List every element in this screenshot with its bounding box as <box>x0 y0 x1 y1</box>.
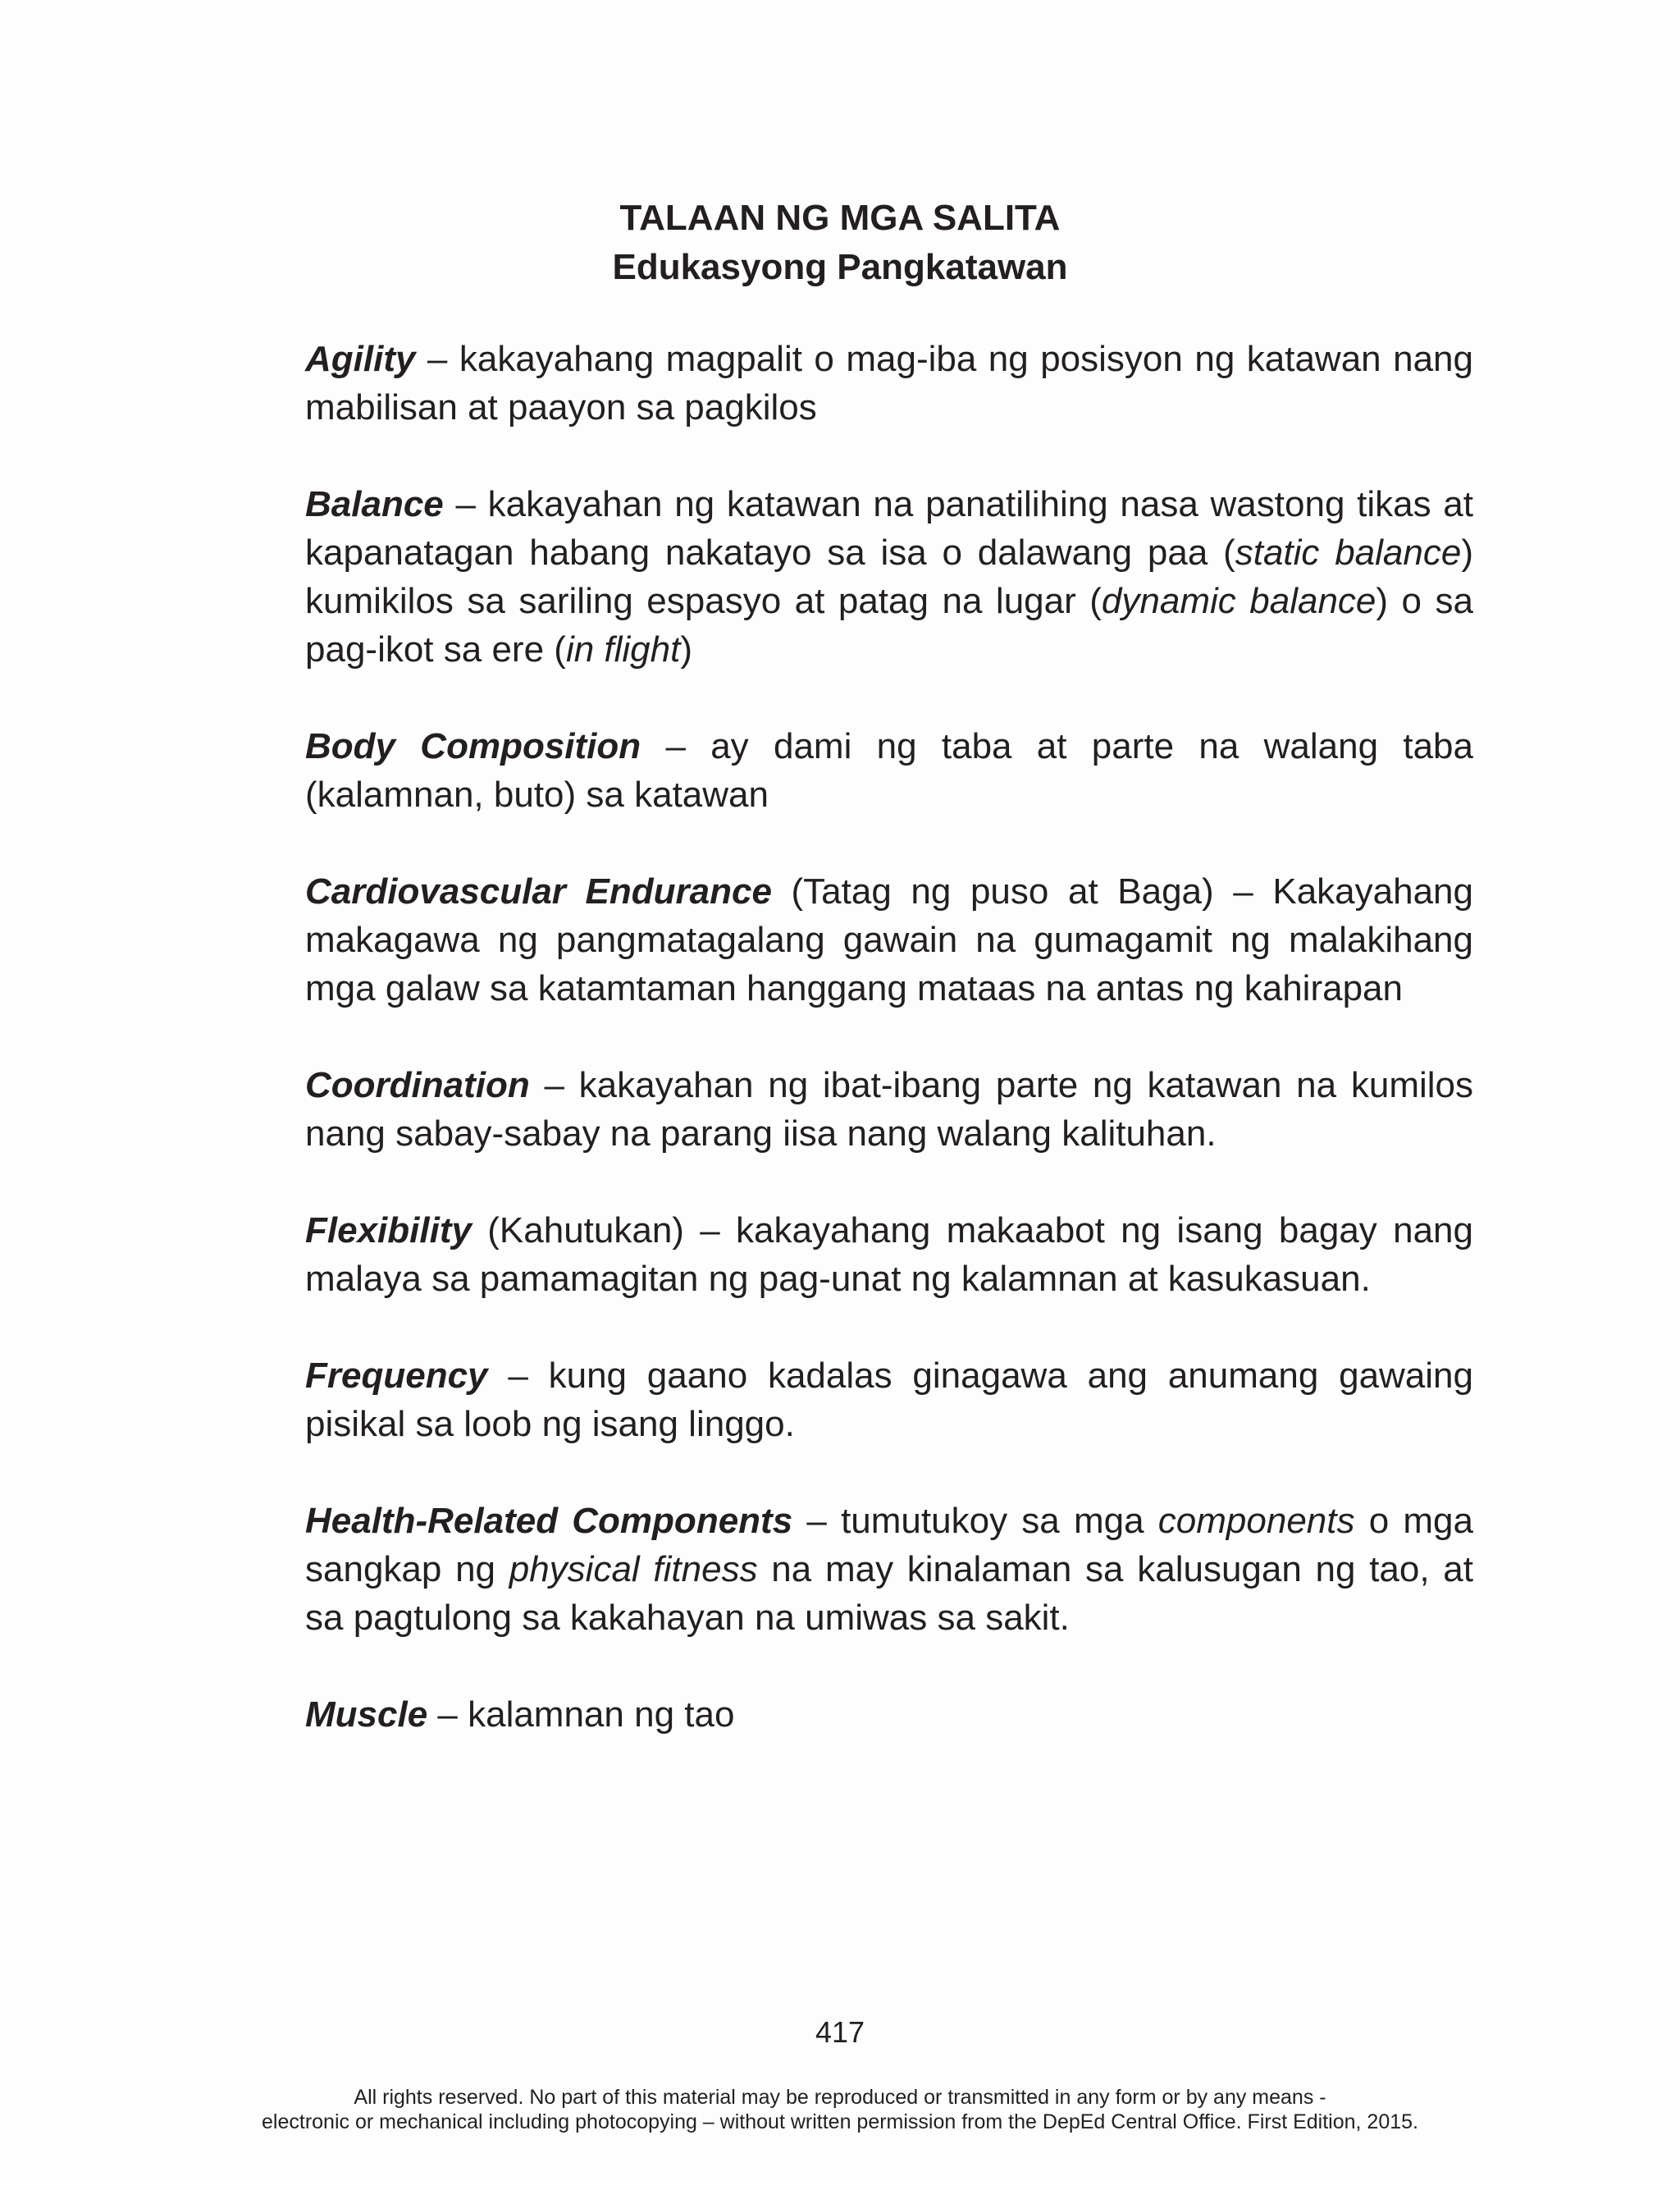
glossary-term: Agility <box>305 339 416 379</box>
definition-text: – kakayahang magpalit o mag-iba ng posisyon ng katawan nang mabilisan at paayon sa pagkilos <box>305 339 1473 427</box>
glossary-term: Coordination <box>305 1065 530 1105</box>
definition-text: ) o sa pag-ikot sa ere ( <box>305 581 1474 670</box>
page-subtitle: Edukasyong Pangkatawan <box>612 247 1068 287</box>
glossary-term: Muscle <box>305 1694 428 1735</box>
glossary-entry <box>305 722 1473 819</box>
glossary-entry <box>305 1497 1473 1642</box>
definition-italic-text: physical fitness <box>509 1549 758 1589</box>
definition-text: – kung gaano kadalas ginagawa ang anumang gawaing pisikal sa loob ng isang linggo. <box>305 1356 1473 1444</box>
glossary-entry <box>305 335 1473 432</box>
glossary-entry <box>305 1690 1473 1739</box>
definition-text: ) <box>680 629 693 670</box>
definition-text: o mga sangkap ng <box>305 1501 1474 1589</box>
definition-italic-text: components <box>1157 1501 1355 1541</box>
page-header <box>0 194 1680 292</box>
glossary-term: Health-Related Components <box>305 1501 793 1541</box>
definition-text: – ay dami ng taba at parte na walang taba (kalamnan, buto) sa katawan <box>305 726 1473 815</box>
copyright-footer <box>0 2085 1680 2134</box>
glossary-entry <box>305 867 1473 1013</box>
definition-text: – kalamnan ng tao <box>427 1694 735 1735</box>
definition-text: – kakayahan ng ibat-ibang parte ng katawan na kumilos nang sabay-sabay na parang iisa nang walang kalituhan. <box>305 1065 1473 1154</box>
glossary-entry <box>305 480 1473 674</box>
page-number: 417 <box>815 2015 865 2049</box>
glossary-term: Body Composition <box>305 726 641 766</box>
definition-italic-text: dynamic balance <box>1101 581 1376 621</box>
definition-text: – tumutukoy sa mga <box>792 1501 1158 1541</box>
glossary-entry <box>305 1351 1473 1448</box>
definition-italic-text: static balance <box>1235 533 1462 573</box>
copyright-line: All rights reserved. No part of this material may be reproduced or transmitted in any form or by any means - <box>354 2086 1326 2109</box>
definition-text: – kakayahan ng katawan na panatilihing nasa wastong tikas at kapanatagan habang nakatayo sa isa o dalawang paa ( <box>305 484 1473 573</box>
copyright-line: electronic or mechanical including photocopying – without written permission from the DepEd Central Office. First Edition, 2015. <box>262 2110 1418 2133</box>
glossary-term: Frequency <box>305 1356 488 1396</box>
page-title: TALAAN NG MGA SALITA <box>619 198 1061 238</box>
definition-text: na may kinalaman sa kalusugan ng tao, at sa pagtulong sa kakahayan na umiwas sa sakit. <box>305 1549 1474 1638</box>
definition-italic-text: in flight <box>565 629 681 670</box>
glossary-entry <box>305 1061 1473 1158</box>
glossary-term: Cardiovascular Endurance <box>305 871 772 912</box>
glossary-term: Balance <box>305 484 444 524</box>
definition-text: ) kumikilos sa sariling espasyo at patag na lugar ( <box>305 533 1473 621</box>
glossary-term: Flexibility <box>305 1210 472 1250</box>
definition-text: (Kahutukan) – kakayahang makaabot ng isang bagay nang malaya sa pamamagitan ng pag-unat ng kalamnan at kasukasuan. <box>305 1210 1473 1299</box>
definition-text: (Tatag ng puso at Baga) – Kakayahang makagawa ng pangmatagalang gawain na gumagamit ng malakihang mga galaw sa katamtaman hanggang mataas na antas ng kahirapan <box>305 871 1473 1008</box>
glossary-list <box>305 335 1473 1787</box>
glossary-entry <box>305 1206 1473 1303</box>
